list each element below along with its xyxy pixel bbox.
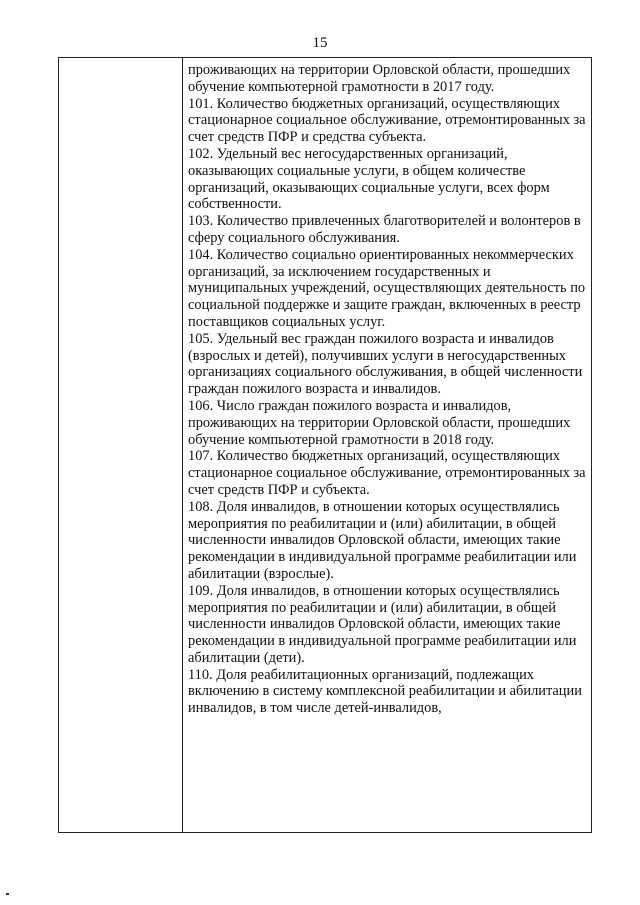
indicator-entry: 108. Доля инвалидов, в отношении которых осуществлялись мероприятия по реабилитации и (или) абилитации, в общей численности инвалидов Орловской области, имеющих такие рекомендации в индивидуальной программе реабилитации или абилитации (взрослые). (188, 498, 577, 582)
indicator-entry: проживающих на территории Орловской области, прошедших обучение компьютерной грамотности в 2017 году. (188, 62, 571, 95)
indicator-entry: 102. Удельный вес негосударственных организаций, оказывающих социальные услуги, в общем количестве организаций, оказывающих социальные услуги, всех форм собственности. (188, 145, 550, 213)
table-right-column (188, 62, 588, 717)
indicator-entry: 101. Количество бюджетных организаций, осуществляющих стационарное социальное обслуживание, отремонтированных за счет средств ПФР и средства субъекта. (188, 95, 586, 146)
indicator-entry: 109. Доля инвалидов, в отношении которых осуществлялись мероприятия по реабилитации и (или) абилитации, в общей численности инвалидов Орловской области, имеющих такие рекомендации в индивидуальной программе реабилитации или абилитации (дети). (188, 582, 577, 666)
indicator-entry: 106. Число граждан пожилого возраста и инвалидов, проживающих на территории Орловской области, прошедших обучение компьютерной грамотности в 2018 году. (188, 397, 571, 448)
page-number: 15 (312, 35, 328, 51)
indicator-table (58, 57, 592, 833)
indicator-entry: 104. Количество социально ориентированных некоммерческих организаций, за исключением государственных и муниципальных учреждений, осуществляющих деятельность по социальной поддержке и защите граждан, включенных в реестр поставщиков социальных услуг. (188, 246, 586, 330)
indicator-entry: 110. Доля реабилитационных организаций, подлежащих включению в систему комплексной реабилитации и абилитации инвалидов, в том числе детей-инвалидов, (188, 666, 582, 717)
table-left-column (59, 58, 183, 832)
scan-artifact (6, 893, 9, 895)
indicator-entry: 103. Количество привлеченных благотворителей и волонтеров в сферу социального обслуживания. (188, 213, 581, 246)
indicator-entry: 105. Удельный вес граждан пожилого возраста и инвалидов (взрослых и детей), получивших услуги в негосударственных организациях социального обслуживания, в общей численности граждан пожилого возраста и инвалидов. (188, 330, 583, 398)
indicator-entry: 107. Количество бюджетных организаций, осуществляющих стационарное социальное обслуживание, отремонтированных за счет средств ПФР и субъекта. (188, 448, 586, 498)
